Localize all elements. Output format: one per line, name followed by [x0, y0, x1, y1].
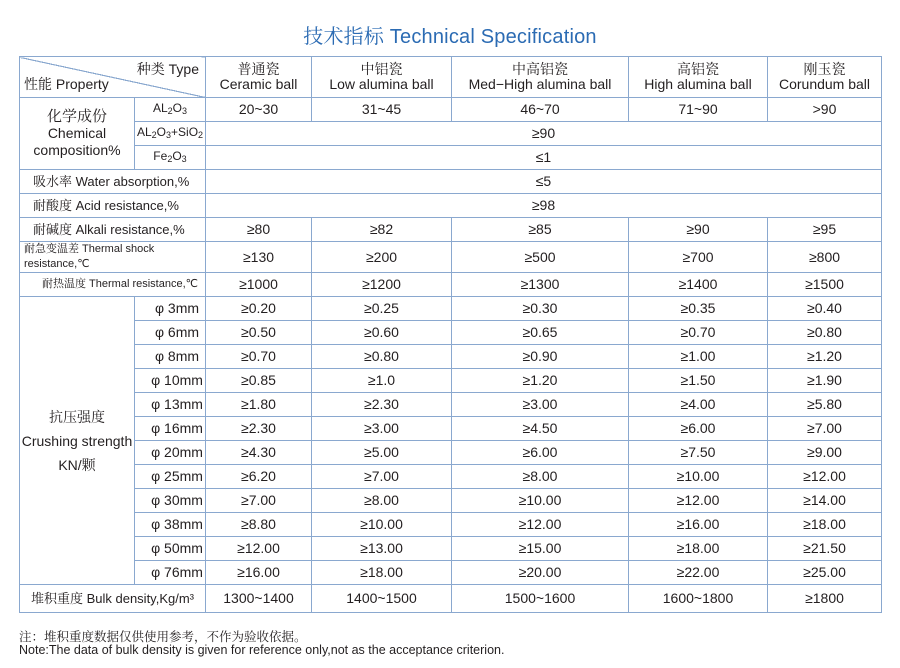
- table-cell: ≥14.00: [768, 489, 882, 513]
- table-cell: ≥700: [629, 242, 768, 273]
- table-cell: ≥12.00: [452, 513, 629, 537]
- crushing-label-cell: 抗压强度 Crushing strength KN/颗: [20, 297, 135, 585]
- table-cell: ≥5.00: [312, 441, 452, 465]
- diameter-label: φ 25mm: [135, 465, 206, 489]
- table-cell: ≥0.70: [629, 321, 768, 345]
- table-row: [20, 98, 882, 122]
- table-cell: ≥4.30: [206, 441, 312, 465]
- table-cell: ≥1.20: [452, 369, 629, 393]
- table-cell: ≥7.00: [768, 417, 882, 441]
- thermal-resistance-label: 耐热温度 Thermal resistance,℃: [20, 273, 206, 297]
- table-cell: ≥16.00: [629, 513, 768, 537]
- table-cell: ≥12.00: [629, 489, 768, 513]
- header-corner-cell: [20, 57, 206, 98]
- diameter-label: φ 20mm: [135, 441, 206, 465]
- table-cell: ≥0.90: [452, 345, 629, 369]
- table-cell: ≥18.00: [312, 561, 452, 585]
- table-cell: ≥0.40: [768, 297, 882, 321]
- column-header: 中高铝瓷 Med−High alumina ball: [452, 57, 629, 98]
- table-cell: ≥0.70: [206, 345, 312, 369]
- table-cell: ≥3.00: [312, 417, 452, 441]
- table-cell: ≥1500: [768, 273, 882, 297]
- table-cell: ≥3.00: [452, 393, 629, 417]
- table-cell: ≥10.00: [312, 513, 452, 537]
- table-cell: ≥0.35: [629, 297, 768, 321]
- table-cell: ≥9.00: [768, 441, 882, 465]
- page-title: 技术指标 Technical Specification: [303, 26, 597, 48]
- diameter-label: φ 38mm: [135, 513, 206, 537]
- table-cell: ≥7.00: [312, 465, 452, 489]
- column-header: 高铝瓷 High alumina ball: [629, 57, 768, 98]
- table-cell: ≥13.00: [312, 537, 452, 561]
- al2o3-label: $AL_2O_3$: [135, 98, 206, 122]
- table-cell: ≥10.00: [629, 465, 768, 489]
- table-cell: ≥7.50: [629, 441, 768, 465]
- table-cell: ≥8.00: [452, 465, 629, 489]
- table-cell: 1300~1400: [206, 585, 312, 613]
- table-cell: ≥5.80: [768, 393, 882, 417]
- table-cell: ≥0.65: [452, 321, 629, 345]
- table-row: [20, 194, 882, 218]
- table-row: [20, 417, 882, 441]
- diameter-label: φ 8mm: [135, 345, 206, 369]
- table-cell: ≥12.00: [768, 465, 882, 489]
- table-cell: ≥1800: [768, 585, 882, 613]
- diameter-label: φ 50mm: [135, 537, 206, 561]
- table-cell: ≥500: [452, 242, 629, 273]
- table-cell: ≥1200: [312, 273, 452, 297]
- table-cell: ≥0.20: [206, 297, 312, 321]
- table-cell: ≥6.00: [452, 441, 629, 465]
- table-cell: ≥1.90: [768, 369, 882, 393]
- table-cell: ≥2.30: [206, 417, 312, 441]
- table-row: [20, 170, 882, 194]
- alkali-resistance-label: 耐碱度 Alkali resistance,%: [20, 218, 206, 242]
- table-row: [20, 561, 882, 585]
- table-cell: ≥1.0: [312, 369, 452, 393]
- table-cell: >90: [768, 98, 882, 122]
- table-cell: 1600~1800: [629, 585, 768, 613]
- table-cell: 71~90: [629, 98, 768, 122]
- table-cell: ≥4.00: [629, 393, 768, 417]
- table-cell: ≥25.00: [768, 561, 882, 585]
- diameter-label: φ 16mm: [135, 417, 206, 441]
- table-row: [20, 489, 882, 513]
- property-label: 性能 Property: [24, 76, 109, 92]
- diameter-label: φ 3mm: [135, 297, 206, 321]
- table-row: [20, 122, 882, 146]
- table-cell: ≤5: [206, 170, 882, 194]
- table-row: [20, 146, 882, 170]
- diameter-label: φ 6mm: [135, 321, 206, 345]
- table-row: [20, 242, 882, 273]
- table-cell: ≥80: [206, 218, 312, 242]
- fe2o3-label: $Fe_2O_3$: [135, 146, 206, 170]
- table-cell: 1500~1600: [452, 585, 629, 613]
- table-cell: ≥7.00: [206, 489, 312, 513]
- table-row: [20, 369, 882, 393]
- table-cell: 1400~1500: [312, 585, 452, 613]
- table-row: [20, 345, 882, 369]
- table-cell: ≥8.80: [206, 513, 312, 537]
- table-cell: 31~45: [312, 98, 452, 122]
- table-cell: ≥10.00: [452, 489, 629, 513]
- table-row: [20, 465, 882, 489]
- table-cell: ≥1.50: [629, 369, 768, 393]
- table-cell: ≥18.00: [629, 537, 768, 561]
- table-cell: 20~30: [206, 98, 312, 122]
- table-cell: ≥12.00: [206, 537, 312, 561]
- type-label: 种类 Type: [136, 61, 199, 77]
- table-row: [20, 513, 882, 537]
- table-cell: ≥20.00: [452, 561, 629, 585]
- table-cell: ≥90: [629, 218, 768, 242]
- table-cell: ≥6.00: [629, 417, 768, 441]
- table-cell: ≥1.00: [629, 345, 768, 369]
- column-header: 普通瓷 Ceramic ball: [206, 57, 312, 98]
- table-cell: ≥18.00: [768, 513, 882, 537]
- table-row: [20, 393, 882, 417]
- table-row: [20, 441, 882, 465]
- table-cell: ≥98: [206, 194, 882, 218]
- note-chinese: 注：堆积重度数据仅供使用参考，不作为验收依据。: [19, 630, 307, 644]
- table-cell: ≥0.30: [452, 297, 629, 321]
- thermal-shock-label: 耐急变温差 Thermal shock resistance,℃: [20, 242, 206, 273]
- table-cell: ≥22.00: [629, 561, 768, 585]
- table-cell: ≥1400: [629, 273, 768, 297]
- al2o3-sio2-label: $AL_2O_3+SiO_2$: [135, 122, 206, 146]
- table-cell: ≥82: [312, 218, 452, 242]
- diameter-label: φ 10mm: [135, 369, 206, 393]
- water-absorption-label: 吸水率 Water absorption,%: [20, 170, 206, 194]
- table-row: [20, 273, 882, 297]
- chemical-label-cell: 化学成份 Chemical composition%: [20, 98, 135, 170]
- table-cell: ≥1000: [206, 273, 312, 297]
- table-cell: ≥1.20: [768, 345, 882, 369]
- table-cell: ≥0.80: [768, 321, 882, 345]
- diameter-label: φ 13mm: [135, 393, 206, 417]
- header-row: [20, 57, 882, 98]
- table-cell: ≥21.50: [768, 537, 882, 561]
- table-cell: ≤1: [206, 146, 882, 170]
- table-cell: ≥1.80: [206, 393, 312, 417]
- table-row: [20, 585, 882, 613]
- table-cell: ≥0.25: [312, 297, 452, 321]
- note-english: Note:The data of bulk density is given for reference only,not as the acceptance criterion.: [19, 643, 505, 657]
- table-cell: ≥0.60: [312, 321, 452, 345]
- table-cell: ≥1300: [452, 273, 629, 297]
- table-cell: ≥15.00: [452, 537, 629, 561]
- table-cell: ≥800: [768, 242, 882, 273]
- bulk-density-label: 堆积重度 Bulk density,Kg/m³: [20, 585, 206, 613]
- table-row: [20, 297, 882, 321]
- diameter-label: φ 76mm: [135, 561, 206, 585]
- table-cell: ≥6.20: [206, 465, 312, 489]
- table-cell: ≥4.50: [452, 417, 629, 441]
- spec-table: [19, 56, 882, 613]
- table-cell: ≥85: [452, 218, 629, 242]
- table-cell: ≥90: [206, 122, 882, 146]
- diameter-label: φ 30mm: [135, 489, 206, 513]
- table-cell: ≥0.85: [206, 369, 312, 393]
- table-row: [20, 321, 882, 345]
- table-row: [20, 537, 882, 561]
- table-cell: ≥0.50: [206, 321, 312, 345]
- column-header: 刚玉瓷 Corundum ball: [768, 57, 882, 98]
- column-header: 中铝瓷 Low alumina ball: [312, 57, 452, 98]
- table-cell: ≥130: [206, 242, 312, 273]
- table-cell: ≥0.80: [312, 345, 452, 369]
- table-cell: ≥95: [768, 218, 882, 242]
- acid-resistance-label: 耐酸度 Acid resistance,%: [20, 194, 206, 218]
- table-cell: 46~70: [452, 98, 629, 122]
- table-cell: ≥2.30: [312, 393, 452, 417]
- table-cell: ≥8.00: [312, 489, 452, 513]
- table-cell: ≥200: [312, 242, 452, 273]
- table-row: [20, 218, 882, 242]
- table-cell: ≥16.00: [206, 561, 312, 585]
